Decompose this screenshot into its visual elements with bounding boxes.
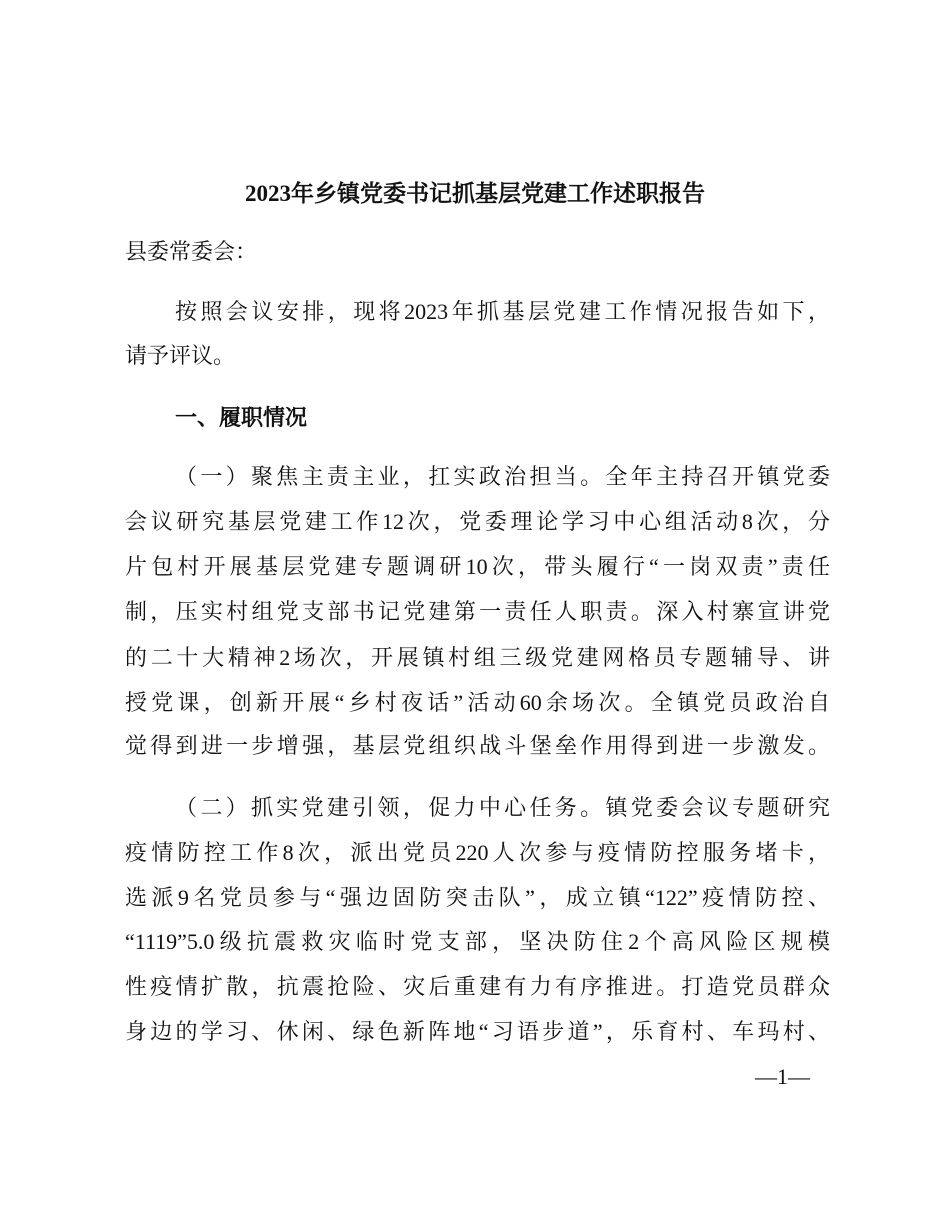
- page-number: —1—: [755, 1064, 810, 1089]
- paragraph-line: 请予评议。: [125, 343, 236, 368]
- paragraph-line: 疫情防控工作8次，派出党员220人次参与疫情防控服务堵卡，: [125, 840, 830, 865]
- salutation: 县委常委会：: [125, 239, 258, 264]
- paragraph-line: （二）抓实党建引领，促力中心任务。镇党委会议专题研究: [175, 795, 830, 820]
- paragraph-line: 身边的学习、休闲、绿色新阵地“习语步道”，乐育村、车玛村、: [125, 1019, 830, 1044]
- paragraph-line: 的二十大精神2场次，开展镇村组三级党建网格员专题辅导、讲: [125, 645, 830, 670]
- document-title: 2023年乡镇党委书记抓基层党建工作述职报告: [245, 181, 705, 206]
- paragraph-line: 觉得到进一步增强，基层党组织战斗堡垒作用得到进一步激发。: [125, 733, 830, 758]
- paragraph-line: 按照会议安排，现将2023年抓基层党建工作情况报告如下，: [175, 299, 830, 324]
- paragraph-line: 制，压实村组党支部书记党建第一责任人职责。深入村寨宣讲党: [125, 599, 830, 624]
- paragraph-line: （一）聚焦主责主业，扛实政治担当。全年主持召开镇党委: [175, 464, 830, 489]
- section-heading: 一、履职情况: [175, 405, 308, 430]
- paragraph-line: 授党课，创新开展“乡村夜话”活动60余场次。全镇党员政治自: [125, 690, 830, 715]
- paragraph-line: 选派9名党员参与“强边固防突击队”，成立镇“122”疫情防控、: [125, 885, 830, 910]
- paragraph-line: 性疫情扩散，抗震抢险、灾后重建有力有序推进。打造党员群众: [125, 974, 830, 999]
- paragraph-line: 片包村开展基层党建专题调研10次，带头履行“一岗双责”责任: [125, 554, 830, 579]
- paragraph-line: 会议研究基层党建工作12次，党委理论学习中心组活动8次，分: [125, 509, 830, 534]
- paragraph-line: “1119”5.0级抗震救灾临时党支部，坚决防住2个高风险区规模: [125, 929, 830, 954]
